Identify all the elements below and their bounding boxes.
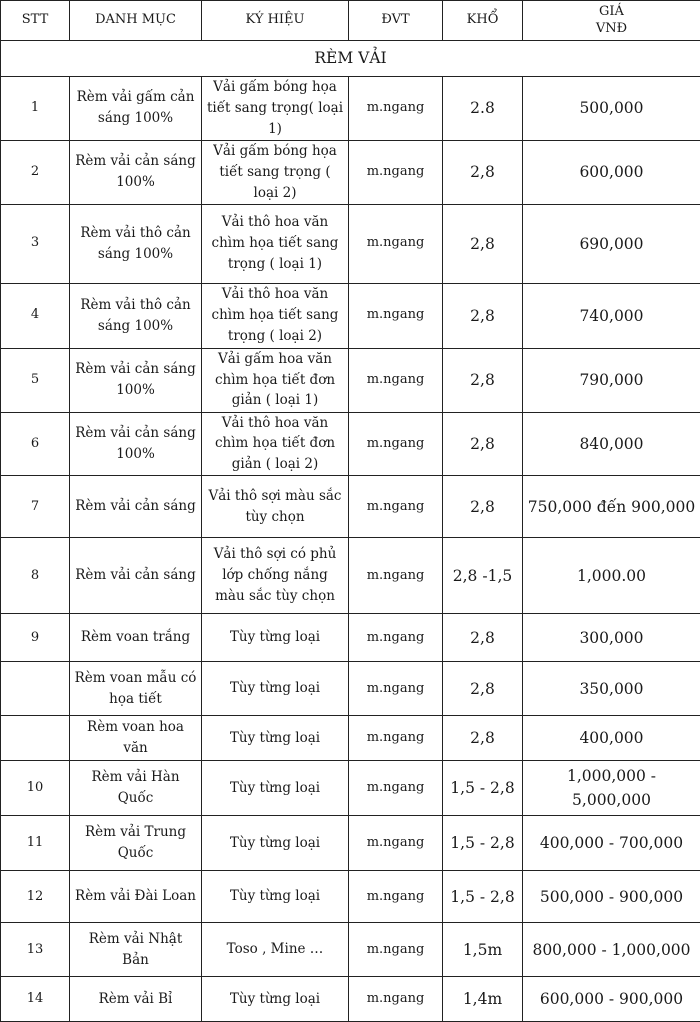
row-name: Rèm vải cản sáng 100% xyxy=(70,412,202,476)
row-code: Tùy từng loại xyxy=(202,816,349,871)
table-row xyxy=(1,204,700,283)
row-code: Vải gấm bóng họa tiết sang trọng ( loại 2) xyxy=(202,140,349,204)
row-stt: 5 xyxy=(1,348,70,412)
row-code: Vải thô sợi màu sắc tùy chọn xyxy=(202,476,349,538)
header-stt: STT xyxy=(1,1,70,41)
row-name: Rèm vải cản sáng xyxy=(70,476,202,538)
row-name: Rèm vải cản sáng xyxy=(70,538,202,614)
row-stt: 10 xyxy=(1,761,70,816)
row-width: 2,8 xyxy=(443,662,523,716)
row-name: Rèm vải Đài Loan xyxy=(70,871,202,923)
row-stt: 2 xyxy=(1,140,70,204)
row-price: 1,000.00 xyxy=(523,538,700,614)
row-width: 2,8 xyxy=(443,140,523,204)
row-name: Rèm vải gấm cản sáng 100% xyxy=(70,77,202,141)
row-width: 1,5 - 2,8 xyxy=(443,761,523,816)
row-price: 400,000 xyxy=(523,716,700,761)
row-unit: m.ngang xyxy=(349,476,443,538)
table-row xyxy=(1,283,700,348)
row-stt: 11 xyxy=(1,816,70,871)
row-width: 1,5 - 2,8 xyxy=(443,871,523,923)
row-code: Toso , Mine … xyxy=(202,923,349,977)
row-name: Rèm vải cản sáng 100% xyxy=(70,140,202,204)
row-width: 1,5 - 2,8 xyxy=(443,816,523,871)
row-code: Vải thô hoa văn chìm họa tiết đơn giản ( loại 2) xyxy=(202,412,349,476)
row-code: Tùy từng loại xyxy=(202,614,349,662)
row-code: Vải gấm bóng họa tiết sang trọng( loại 1) xyxy=(202,77,349,141)
table-row xyxy=(1,871,700,923)
table-row xyxy=(1,923,700,977)
row-unit: m.ngang xyxy=(349,140,443,204)
row-name: Rèm vải Trung Quốc xyxy=(70,816,202,871)
section-title: RÈM VẢI xyxy=(1,41,700,77)
row-code: Tùy từng loại xyxy=(202,716,349,761)
row-stt: 14 xyxy=(1,977,70,1022)
row-unit: m.ngang xyxy=(349,923,443,977)
row-code: Vải gấm hoa văn chìm họa tiết đơn giản ( loại 1) xyxy=(202,348,349,412)
row-price: 740,000 xyxy=(523,283,700,348)
row-stt: 1 xyxy=(1,77,70,141)
row-width: 2,8 -1,5 xyxy=(443,538,523,614)
row-unit: m.ngang xyxy=(349,871,443,923)
row-stt: 8 xyxy=(1,538,70,614)
section-row xyxy=(1,41,700,77)
row-price: 1,000,000 - 5,000,000 xyxy=(523,761,700,816)
table-row xyxy=(1,761,700,816)
row-name: Rèm voan mẫu có họa tiết xyxy=(70,662,202,716)
row-price: 400,000 - 700,000 xyxy=(523,816,700,871)
table-row xyxy=(1,476,700,538)
row-unit: m.ngang xyxy=(349,412,443,476)
row-price: 300,000 xyxy=(523,614,700,662)
header-code: KÝ HIỆU xyxy=(202,1,349,41)
row-name: Rèm vải thô cản sáng 100% xyxy=(70,204,202,283)
row-price: 840,000 xyxy=(523,412,700,476)
row-width: 2,8 xyxy=(443,204,523,283)
header-price-line2: VNĐ xyxy=(527,21,696,37)
row-code: Vải thô hoa văn chìm họa tiết sang trọng ( loại 1) xyxy=(202,204,349,283)
row-price: 790,000 xyxy=(523,348,700,412)
row-stt: 12 xyxy=(1,871,70,923)
table-row xyxy=(1,412,700,476)
row-stt: 4 xyxy=(1,283,70,348)
row-code: Tùy từng loại xyxy=(202,662,349,716)
header-width: KHỔ xyxy=(443,1,523,41)
row-width: 2.8 xyxy=(443,77,523,141)
table-row xyxy=(1,538,700,614)
row-width: 1,5m xyxy=(443,923,523,977)
row-name: Rèm voan hoa văn xyxy=(70,716,202,761)
row-unit: m.ngang xyxy=(349,283,443,348)
row-stt: 7 xyxy=(1,476,70,538)
row-name: Rèm vải Nhật Bản xyxy=(70,923,202,977)
row-code: Tùy từng loại xyxy=(202,761,349,816)
row-width: 1,4m xyxy=(443,977,523,1022)
table-row xyxy=(1,816,700,871)
row-unit: m.ngang xyxy=(349,977,443,1022)
row-price: 750,000 đến 900,000 xyxy=(523,476,700,538)
row-width: 2,8 xyxy=(443,614,523,662)
row-code: Vải thô sợi có phủ lớp chống nắng màu sắc tùy chọn xyxy=(202,538,349,614)
table-row xyxy=(1,348,700,412)
row-name: Rèm voan trắng xyxy=(70,614,202,662)
header-price-line1: GIÁ xyxy=(527,4,696,20)
row-width: 2,8 xyxy=(443,412,523,476)
row-width: 2,8 xyxy=(443,716,523,761)
row-code: Tùy từng loại xyxy=(202,871,349,923)
row-price: 500,000 - 900,000 xyxy=(523,871,700,923)
row-stt: 9 xyxy=(1,614,70,662)
row-unit: m.ngang xyxy=(349,348,443,412)
header-price xyxy=(523,1,700,41)
row-code: Vải thô hoa văn chìm họa tiết sang trọng ( loại 2) xyxy=(202,283,349,348)
table-row xyxy=(1,77,700,141)
header-row xyxy=(1,1,700,41)
row-stt: 6 xyxy=(1,412,70,476)
row-stt: 3 xyxy=(1,204,70,283)
row-name: Rèm vải cản sáng 100% xyxy=(70,348,202,412)
row-unit: m.ngang xyxy=(349,761,443,816)
row-price: 500,000 xyxy=(523,77,700,141)
row-unit: m.ngang xyxy=(349,538,443,614)
row-width: 2,8 xyxy=(443,283,523,348)
table-row xyxy=(1,140,700,204)
table-row xyxy=(1,977,700,1022)
row-stt: 13 xyxy=(1,923,70,977)
row-width: 2,8 xyxy=(443,348,523,412)
row-name: Rèm vải Hàn Quốc xyxy=(70,761,202,816)
row-unit: m.ngang xyxy=(349,662,443,716)
row-price: 800,000 - 1,000,000 xyxy=(523,923,700,977)
row-unit: m.ngang xyxy=(349,816,443,871)
row-stt xyxy=(1,716,70,761)
row-code: Tùy từng loại xyxy=(202,977,349,1022)
header-category: DANH MỤC xyxy=(70,1,202,41)
row-unit: m.ngang xyxy=(349,614,443,662)
table-row xyxy=(1,716,700,761)
row-price: 350,000 xyxy=(523,662,700,716)
row-price: 600,000 - 900,000 xyxy=(523,977,700,1022)
row-unit: m.ngang xyxy=(349,204,443,283)
header-unit: ĐVT xyxy=(349,1,443,41)
row-width: 2,8 xyxy=(443,476,523,538)
row-name: Rèm vải thô cản sáng 100% xyxy=(70,283,202,348)
row-unit: m.ngang xyxy=(349,77,443,141)
table-row xyxy=(1,662,700,716)
row-name: Rèm vải Bỉ xyxy=(70,977,202,1022)
table-row xyxy=(1,614,700,662)
row-price: 690,000 xyxy=(523,204,700,283)
row-price: 600,000 xyxy=(523,140,700,204)
row-stt xyxy=(1,662,70,716)
row-unit: m.ngang xyxy=(349,716,443,761)
